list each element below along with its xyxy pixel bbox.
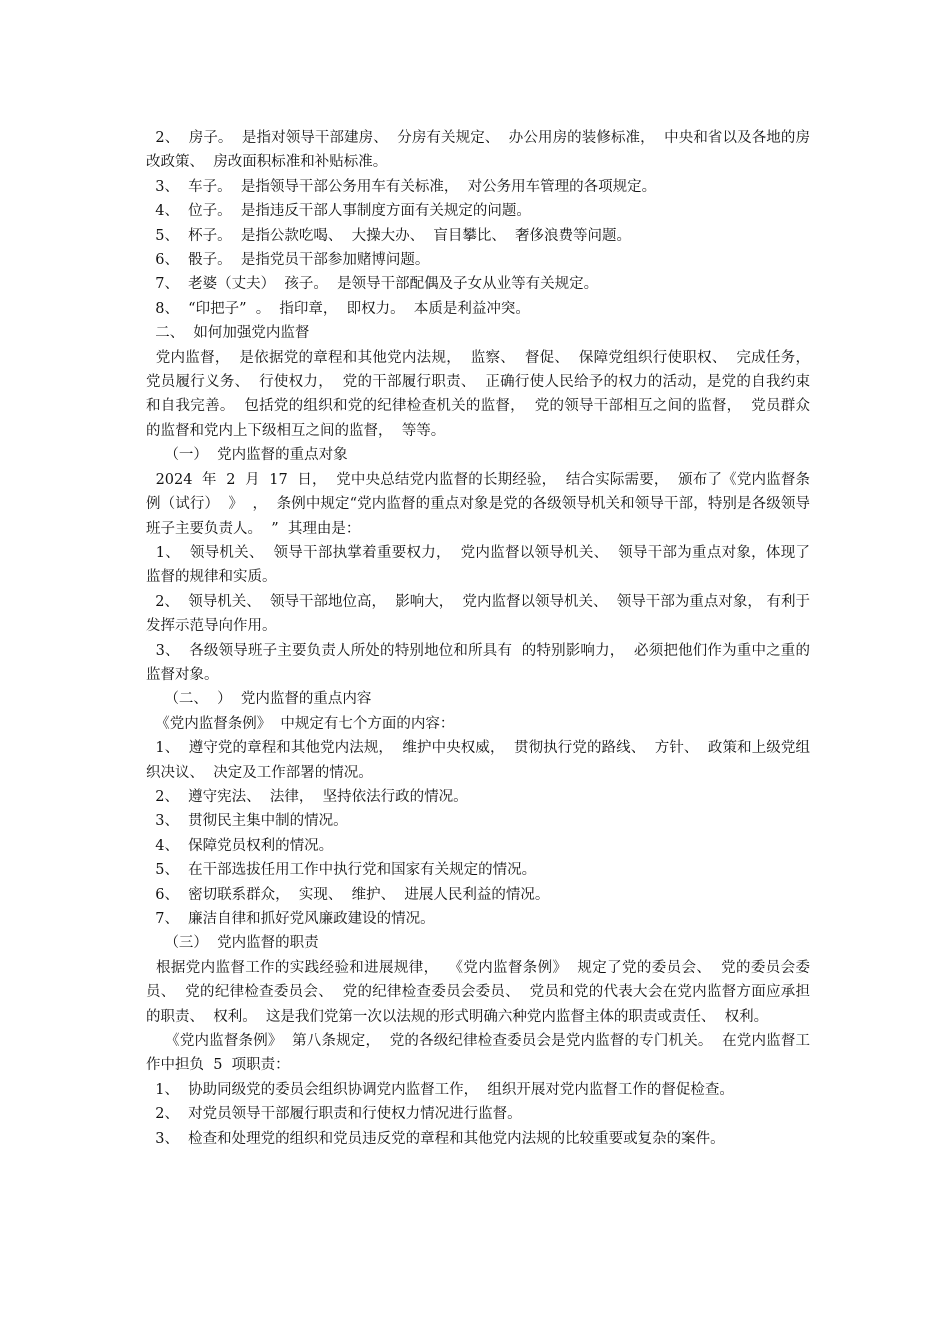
paragraph: 《党内监督条例》 第八条规定， 党的各级纪律检查委员会是党内监督的专门机关。 在党内监督工作中担负 5 项职责： [146,1033,810,1074]
paragraph: 根据党内监督工作的实践经验和进展规律， 《党内监督条例》 规定了党的委员会、 党的委员会委员、 党的纪律检查委员会、 党的纪律检查委员会委员、 党员和党的代表大会在党内监督方面应承担的职责、 权利。 这是我们党第一次以法规的形式明确六种党内监督主体的职责或责任、 权利。 [146,959,811,1025]
paragraph: 3、 车子。 是指领导干部公务用车有关标准， 对公务用车管理的各项规定。 [146,178,657,195]
paragraph: 7、 老婆（丈夫） 孩子。 是领导干部配偶及子女从业等有关规定。 [146,276,599,293]
paragraph: 2024 年 2 月 17 日， 党中央总结党内监督的长期经验， 结合实际需要， 颁布了《党内监督条例（试行） 》 ， 条例中规定“党内监督的重点对象是党的各级领导机关和领导干部，特别是各级领导班子主要负责人。 ” 其理由是： [146,471,811,537]
paragraph: 2、 领导机关、 领导干部地位高， 影响大， 党内监督以领导机关、 领导干部为重点对象， 有利于发挥示范导向作用。 [146,593,810,635]
paragraph: 7、 廉洁自律和抓好党风廉政建设的情况。 [146,911,435,927]
paragraph: 5、 杯子。 是指公款吃喝、 大操大办、 盲目攀比、 奢侈浪费等问题。 [146,227,632,244]
paragraph: 1、 协助同级党的委员会组织协调党内监督工作， 组织开展对党内监督工作的督促检查。 [146,1081,734,1098]
section-heading: 二、 如何加强党内监督 [146,325,310,342]
subsection-heading: （一） 党内监督的重点对象 [146,447,348,464]
paragraph: 2、 遵守宪法、 法律， 坚持依法行政的情况。 [146,788,468,805]
paragraph: 1、 领导机关、 领导干部执掌着重要权力， 党内监督以领导机关、 领导干部为重点对象，体现了 监督的规律和实质。 [146,544,815,586]
paragraph: 3、 各级领导班子主要负责人所处的特别地位和所具有 的特别影响力， 必须把他们作为重中之重的监督对象。 [146,642,810,683]
subsection-heading: （二、 ） 党内监督的重点内容 [146,691,372,708]
paragraph: 1、 遵守党的章程和其他党内法规， 维护中央权威， 贯彻执行党的路线、 方针、 政策和上级党组织决议、 决定及工作部署的情况。 [146,740,810,781]
paragraph: 6、 骰子。 是指党员干部参加赌博问题。 [146,252,430,269]
paragraph: 3、 检查和处理党的组织和党员违反党的章程和其他党内法规的比较重要或复杂的案件。 [146,1130,725,1147]
paragraph: 2、 房子。 是指对领导干部建房、 分房有关规定、 办公用房的装修标准， 中央和省以及各地的房改政策、 房改面积标准和补贴标准。 [146,130,810,171]
paragraph: 2、 对党员领导干部履行职责和行使权力情况进行监督。 [146,1106,522,1123]
paragraph: 6、 密切联系群众， 实现、 维护、 进展人民利益的情况。 [146,886,550,903]
subsection-heading: （三） 党内监督的职责 [146,935,319,952]
paragraph: 4、 保障党员权利的情况。 [146,837,334,854]
document-page [146,126,820,1151]
paragraph: 4、 位子。 是指违反干部人事制度方面有关规定的问题。 [146,203,531,220]
paragraph: 3、 贯彻民主集中制的情况。 [146,813,348,830]
paragraph: 党内监督， 是依据党的章程和其他党内法规， 监察、 督促、 保障党组织行使职权、 完成任务， 党员履行义务、 行使权力， 党的干部履行职责、 正确行使人民给予的权力的活动，是党的自我约束和自我完善。 包括党的组织和党的纪律检查机关的监督， 党的领导干部相互之间的监督， 党员群众的监督和党内上下级相互之间的监督， 等等。 [146,349,820,439]
paragraph: 5、 在干部选拔任用工作中执行党和国家有关规定的情况。 [146,862,537,879]
paragraph: 8、 “印把子” 。 指印章， 即权力。 本质是利益冲突。 [146,300,530,317]
paragraph: 《党内监督条例》 中规定有七个方面的内容： [146,715,455,732]
